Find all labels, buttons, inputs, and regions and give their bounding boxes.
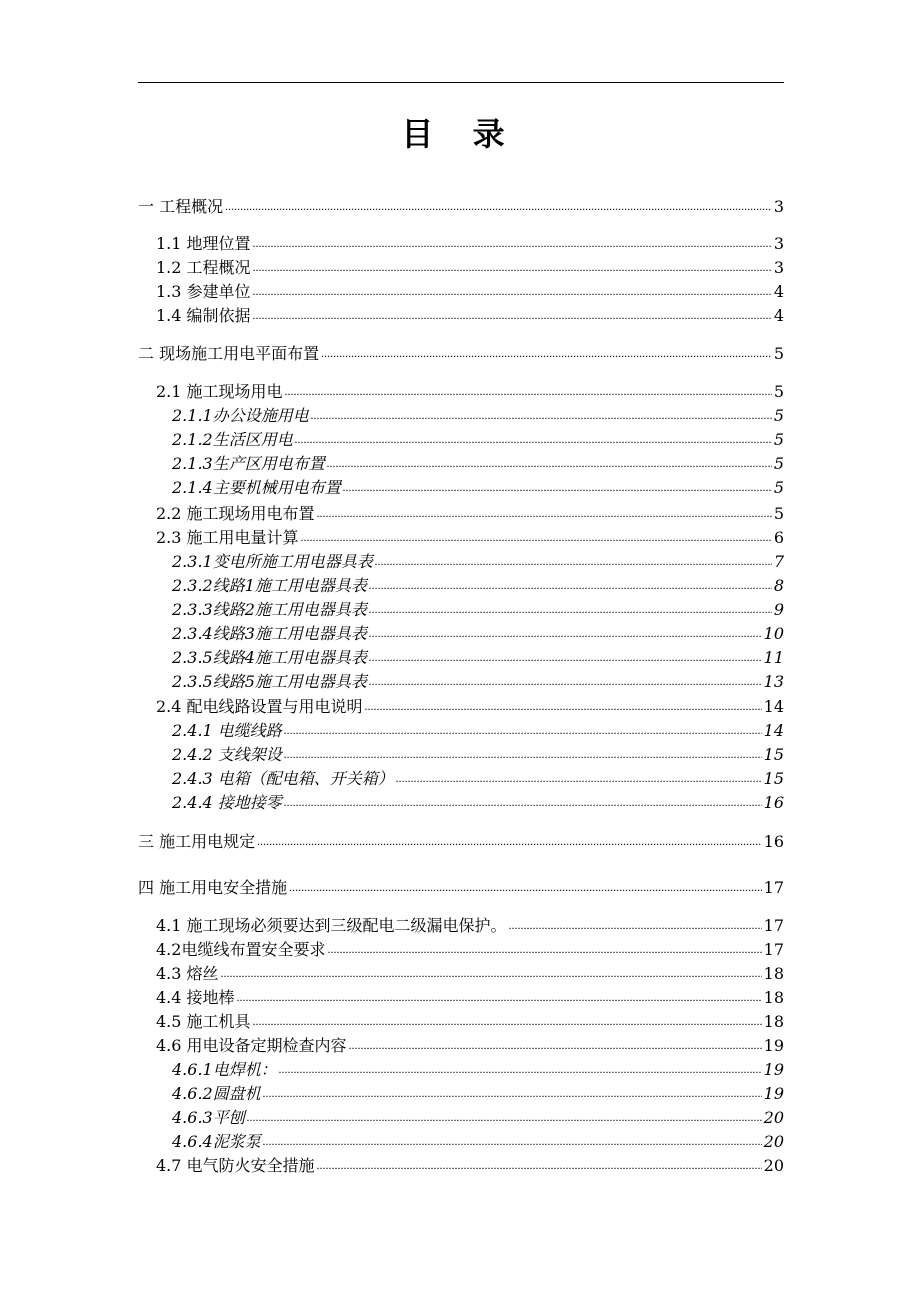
toc-entry-page-number: 20 bbox=[763, 1108, 784, 1127]
toc-entry-label: 2.2 施工现场用电布置 bbox=[156, 504, 315, 523]
toc-entry-label: 2.3.2线路1施工用电器具表 bbox=[172, 576, 367, 595]
dot-leader bbox=[225, 196, 772, 218]
toc-entry-page-number: 5 bbox=[773, 344, 784, 363]
toc-entry-label: 2.3.5线路4施工用电器具表 bbox=[172, 648, 367, 667]
toc-entry-page-number: 11 bbox=[763, 648, 784, 667]
toc-entry[interactable] bbox=[172, 429, 784, 451]
toc-entry-page-number: 5 bbox=[773, 382, 784, 401]
dot-leader bbox=[289, 877, 762, 899]
toc-entry-label: 4.6 用电设备定期检查内容 bbox=[156, 1036, 347, 1055]
toc-entry[interactable] bbox=[156, 503, 784, 525]
toc-entry-label: 四 施工用电安全措施 bbox=[138, 878, 288, 897]
toc-entry-label: 2.3.1变电所施工用电器具表 bbox=[172, 552, 373, 571]
toc-entry[interactable] bbox=[156, 381, 784, 403]
toc-entry-label: 三 施工用电规定 bbox=[138, 832, 256, 851]
toc-entry[interactable] bbox=[156, 915, 784, 937]
dot-leader bbox=[284, 720, 762, 742]
toc-entry-label: 4.3 熔丝 bbox=[156, 964, 219, 983]
dot-leader bbox=[317, 1155, 762, 1177]
toc-entry[interactable] bbox=[172, 744, 784, 766]
toc-entry-page-number: 3 bbox=[773, 258, 784, 277]
toc-entry-label: 4.4 接地棒 bbox=[156, 988, 235, 1007]
dot-leader bbox=[263, 1131, 762, 1153]
dot-leader bbox=[369, 575, 772, 597]
dot-leader bbox=[509, 915, 762, 937]
toc-entry-page-number: 3 bbox=[773, 197, 784, 216]
toc-entry[interactable] bbox=[156, 939, 784, 961]
toc-entry-page-number: 17 bbox=[763, 878, 784, 897]
toc-entry[interactable] bbox=[156, 1035, 784, 1057]
toc-entry[interactable] bbox=[172, 1131, 784, 1153]
toc-entry-label: 2.1.3生产区用电布置 bbox=[172, 454, 325, 473]
toc-entry-label: 一 工程概况 bbox=[138, 197, 224, 216]
toc-entry-label: 2.1.4主要机械用电布置 bbox=[172, 478, 341, 497]
toc-entry-label: 4.6.4泥浆泵 bbox=[172, 1132, 261, 1151]
toc-entry-page-number: 15 bbox=[763, 769, 784, 788]
toc-entry-label: 4.1 施工现场必须要达到三级配电二级漏电保护。 bbox=[156, 916, 507, 935]
dot-leader bbox=[349, 1035, 762, 1057]
toc-entry[interactable] bbox=[172, 671, 784, 693]
toc-entry-label: 2.4 配电线路设置与用电说明 bbox=[156, 697, 363, 716]
toc-entry[interactable] bbox=[172, 792, 784, 814]
toc-entry-label: 2.4.1 电缆线路 bbox=[172, 721, 282, 740]
toc-entry[interactable] bbox=[172, 1107, 784, 1129]
toc-entry-label: 1.3 参建单位 bbox=[156, 282, 251, 301]
header-rule bbox=[138, 82, 784, 83]
dot-leader bbox=[253, 305, 772, 327]
toc-entry-label: 二 现场施工用电平面布置 bbox=[138, 344, 320, 363]
toc-entry-page-number: 4 bbox=[773, 306, 784, 325]
toc-entry[interactable] bbox=[156, 281, 784, 303]
toc-entry-page-number: 17 bbox=[763, 916, 784, 935]
toc-entry-label: 1.2 工程概况 bbox=[156, 258, 251, 277]
dot-leader bbox=[279, 1059, 762, 1081]
dot-leader bbox=[284, 792, 762, 814]
dot-leader bbox=[369, 623, 762, 645]
dot-leader bbox=[311, 405, 772, 427]
dot-leader bbox=[253, 281, 772, 303]
dot-leader bbox=[369, 647, 762, 669]
toc-entry-page-number: 5 bbox=[773, 504, 784, 523]
toc-entry-page-number: 18 bbox=[763, 964, 784, 983]
toc-entry[interactable] bbox=[172, 551, 784, 573]
toc-entry-page-number: 16 bbox=[763, 832, 784, 851]
dot-leader bbox=[253, 1011, 762, 1033]
toc-entry[interactable] bbox=[156, 1011, 784, 1033]
dot-leader bbox=[257, 831, 762, 853]
toc-entry-page-number: 17 bbox=[763, 940, 784, 959]
toc-entry[interactable] bbox=[172, 477, 784, 499]
dot-leader bbox=[321, 343, 772, 365]
toc-entry[interactable] bbox=[172, 647, 784, 669]
toc-entry[interactable] bbox=[156, 527, 784, 549]
toc-entry[interactable] bbox=[172, 1059, 784, 1081]
toc-entry[interactable] bbox=[156, 696, 784, 718]
dot-leader bbox=[285, 381, 772, 403]
toc-entry-label: 2.3 施工用电量计算 bbox=[156, 528, 299, 547]
toc-entry-label: 2.1 施工现场用电 bbox=[156, 382, 283, 401]
dot-leader bbox=[221, 963, 762, 985]
toc-entry-page-number: 20 bbox=[763, 1132, 784, 1151]
toc-entry-label: 2.3.5线路5施工用电器具表 bbox=[172, 672, 367, 691]
toc-entry-page-number: 5 bbox=[773, 430, 784, 449]
toc-entry-page-number: 5 bbox=[773, 454, 784, 473]
dot-leader bbox=[327, 939, 761, 961]
toc-entry-page-number: 19 bbox=[763, 1084, 784, 1103]
toc-entry-page-number: 9 bbox=[773, 600, 784, 619]
toc-entry-page-number: 18 bbox=[763, 1012, 784, 1031]
toc-entry[interactable] bbox=[156, 987, 784, 1009]
toc-entry-page-number: 19 bbox=[763, 1036, 784, 1055]
dot-leader bbox=[317, 503, 772, 525]
dot-leader bbox=[375, 551, 772, 573]
toc-entry-label: 4.2电缆线布置安全要求 bbox=[156, 940, 326, 959]
toc-entry[interactable] bbox=[156, 305, 784, 327]
toc-entry-page-number: 14 bbox=[763, 697, 784, 716]
toc-entry-page-number: 13 bbox=[763, 672, 784, 691]
toc-entry-label: 1.4 编制依据 bbox=[156, 306, 251, 325]
toc-entry[interactable] bbox=[156, 1155, 784, 1177]
dot-leader bbox=[365, 696, 762, 718]
toc-entry[interactable] bbox=[172, 720, 784, 742]
dot-leader bbox=[343, 477, 772, 499]
toc-entry-page-number: 16 bbox=[763, 793, 784, 812]
toc-entry-page-number: 18 bbox=[763, 988, 784, 1007]
dot-leader bbox=[263, 1083, 762, 1105]
toc-entry-label: 4.5 施工机具 bbox=[156, 1012, 251, 1031]
toc-entry[interactable] bbox=[156, 963, 784, 985]
toc-entry-label: 4.6.2圆盘机 bbox=[172, 1084, 261, 1103]
toc-entry-label: 2.4.2 支线架设 bbox=[172, 745, 282, 764]
dot-leader bbox=[284, 744, 762, 766]
dot-leader bbox=[369, 671, 762, 693]
toc-entry-page-number: 14 bbox=[763, 721, 784, 740]
toc-entry[interactable] bbox=[138, 343, 784, 365]
toc-entry-page-number: 6 bbox=[773, 528, 784, 547]
toc-entry-label: 4.6.1电焊机： bbox=[172, 1060, 277, 1079]
toc-entry-page-number: 10 bbox=[763, 624, 784, 643]
toc-entry-label: 2.1.1办公设施用电 bbox=[172, 406, 309, 425]
dot-leader bbox=[253, 233, 772, 255]
toc-entry-page-number: 15 bbox=[763, 745, 784, 764]
toc-entry[interactable] bbox=[138, 196, 784, 218]
toc-entry-page-number: 5 bbox=[773, 406, 784, 425]
toc-entry[interactable] bbox=[138, 831, 784, 853]
toc-entry-label: 2.4.3 电箱（配电箱、开关箱） bbox=[172, 769, 394, 788]
dot-leader bbox=[247, 1107, 762, 1129]
toc-entry-label: 2.3.4线路3施工用电器具表 bbox=[172, 624, 367, 643]
toc-entry-page-number: 3 bbox=[773, 234, 784, 253]
dot-leader bbox=[237, 987, 762, 1009]
toc-entry[interactable] bbox=[138, 877, 784, 899]
dot-leader bbox=[301, 527, 772, 549]
dot-leader bbox=[253, 257, 772, 279]
dot-leader bbox=[327, 453, 772, 475]
toc-entry[interactable] bbox=[156, 257, 784, 279]
toc-entry-page-number: 4 bbox=[773, 282, 784, 301]
toc-entry[interactable] bbox=[172, 599, 784, 621]
toc-entry-page-number: 8 bbox=[773, 576, 784, 595]
toc-entry[interactable] bbox=[172, 405, 784, 427]
dot-leader bbox=[369, 599, 772, 621]
toc-entry-page-number: 5 bbox=[773, 478, 784, 497]
dot-leader bbox=[295, 429, 772, 451]
toc-entry-label: 2.1.2生活区用电 bbox=[172, 430, 293, 449]
toc-entry-label: 4.6.3平刨 bbox=[172, 1108, 245, 1127]
toc-entry[interactable] bbox=[172, 768, 784, 790]
toc-entry-page-number: 20 bbox=[763, 1156, 784, 1175]
toc-entry[interactable] bbox=[172, 453, 784, 475]
toc-entry[interactable] bbox=[156, 233, 784, 255]
dot-leader bbox=[396, 768, 762, 790]
toc-entry[interactable] bbox=[172, 1083, 784, 1105]
toc-entry-label: 4.7 电气防火安全措施 bbox=[156, 1156, 315, 1175]
toc-entry-page-number: 19 bbox=[763, 1060, 784, 1079]
toc-entry-label: 2.4.4 接地接零 bbox=[172, 793, 282, 812]
toc-entry[interactable] bbox=[172, 623, 784, 645]
page-title: 目 录 bbox=[401, 115, 519, 153]
toc-entry-page-number: 7 bbox=[773, 552, 784, 571]
toc-entry-label: 2.3.3线路2施工用电器具表 bbox=[172, 600, 367, 619]
toc-entry[interactable] bbox=[172, 575, 784, 597]
toc-entry-label: 1.1 地理位置 bbox=[156, 234, 251, 253]
